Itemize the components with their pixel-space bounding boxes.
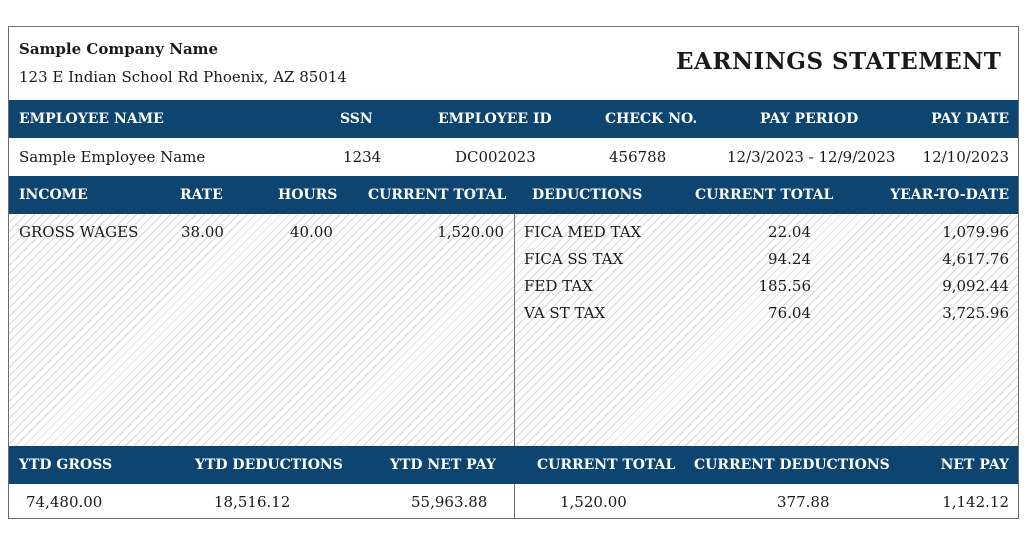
company-name: Sample Company Name <box>19 40 219 58</box>
income-hours: 40.00 <box>290 223 333 241</box>
deduction-label: VA ST TAX <box>524 304 606 322</box>
pay-period: 12/3/2023 - 12/9/2023 <box>727 148 896 166</box>
deduction-ytd: 9,092.44 <box>942 277 1009 295</box>
col-deductions-current-total: CURRENT TOTAL <box>695 187 834 203</box>
ytd-gross: 74,480.00 <box>26 493 103 511</box>
deduction-ytd: 1,079.96 <box>942 223 1009 241</box>
col-ssn: SSN <box>340 111 373 127</box>
col-summary-current-total: CURRENT TOTAL <box>537 457 676 473</box>
col-employee-name: EMPLOYEE NAME <box>19 111 164 127</box>
col-ytd-gross: YTD GROSS <box>19 457 113 473</box>
employee-ssn: 1234 <box>343 148 382 166</box>
deduction-current: 76.04 <box>768 304 811 322</box>
company-address: 123 E Indian School Rd Phoenix, AZ 85014 <box>19 68 347 86</box>
earnings-statement <box>8 26 1019 519</box>
deduction-current: 22.04 <box>768 223 811 241</box>
income-label: GROSS WAGES <box>19 223 139 241</box>
deduction-ytd: 4,617.76 <box>942 250 1009 268</box>
income-current-total: 1,520.00 <box>437 223 504 241</box>
col-deductions: DEDUCTIONS <box>532 187 643 203</box>
col-rate: RATE <box>180 187 223 203</box>
col-ytd-net-pay: YTD NET PAY <box>390 457 496 473</box>
col-current-deductions: CURRENT DEDUCTIONS <box>694 457 890 473</box>
col-hours: HOURS <box>278 187 338 203</box>
col-current-total: CURRENT TOTAL <box>368 187 507 203</box>
deduction-label: FICA MED TAX <box>524 223 642 241</box>
income-header-bar <box>9 176 1018 214</box>
deduction-ytd: 3,725.96 <box>942 304 1009 322</box>
summary-header-bar <box>9 446 1018 484</box>
deduction-label: FED TAX <box>524 277 593 295</box>
deduction-current: 185.56 <box>758 277 811 295</box>
ytd-net-pay: 55,963.88 <box>411 493 488 511</box>
check-number: 456788 <box>609 148 667 166</box>
col-employee-id: EMPLOYEE ID <box>438 111 552 127</box>
col-year-to-date: YEAR-TO-DATE <box>890 187 1009 203</box>
employee-header-bar <box>9 100 1018 138</box>
employee-id: DC002023 <box>455 148 536 166</box>
statement-title: EARNINGS STATEMENT <box>676 48 1002 75</box>
col-net-pay: NET PAY <box>940 457 1009 473</box>
col-ytd-deductions: YTD DEDUCTIONS <box>195 457 343 473</box>
col-income: INCOME <box>19 187 88 203</box>
summary-divider <box>514 484 515 518</box>
pay-date: 12/10/2023 <box>922 148 1009 166</box>
deduction-label: FICA SS TAX <box>524 250 624 268</box>
income-rate: 38.00 <box>181 223 224 241</box>
net-pay: 1,142.12 <box>942 493 1009 511</box>
col-check-no: CHECK NO. <box>605 111 698 127</box>
current-total: 1,520.00 <box>560 493 627 511</box>
col-pay-period: PAY PERIOD <box>760 111 859 127</box>
employee-name: Sample Employee Name <box>19 148 206 166</box>
column-divider <box>514 214 515 446</box>
current-deductions: 377.88 <box>777 493 830 511</box>
col-pay-date: PAY DATE <box>931 111 1009 127</box>
deduction-current: 94.24 <box>768 250 811 268</box>
ytd-deductions: 18,516.12 <box>214 493 291 511</box>
